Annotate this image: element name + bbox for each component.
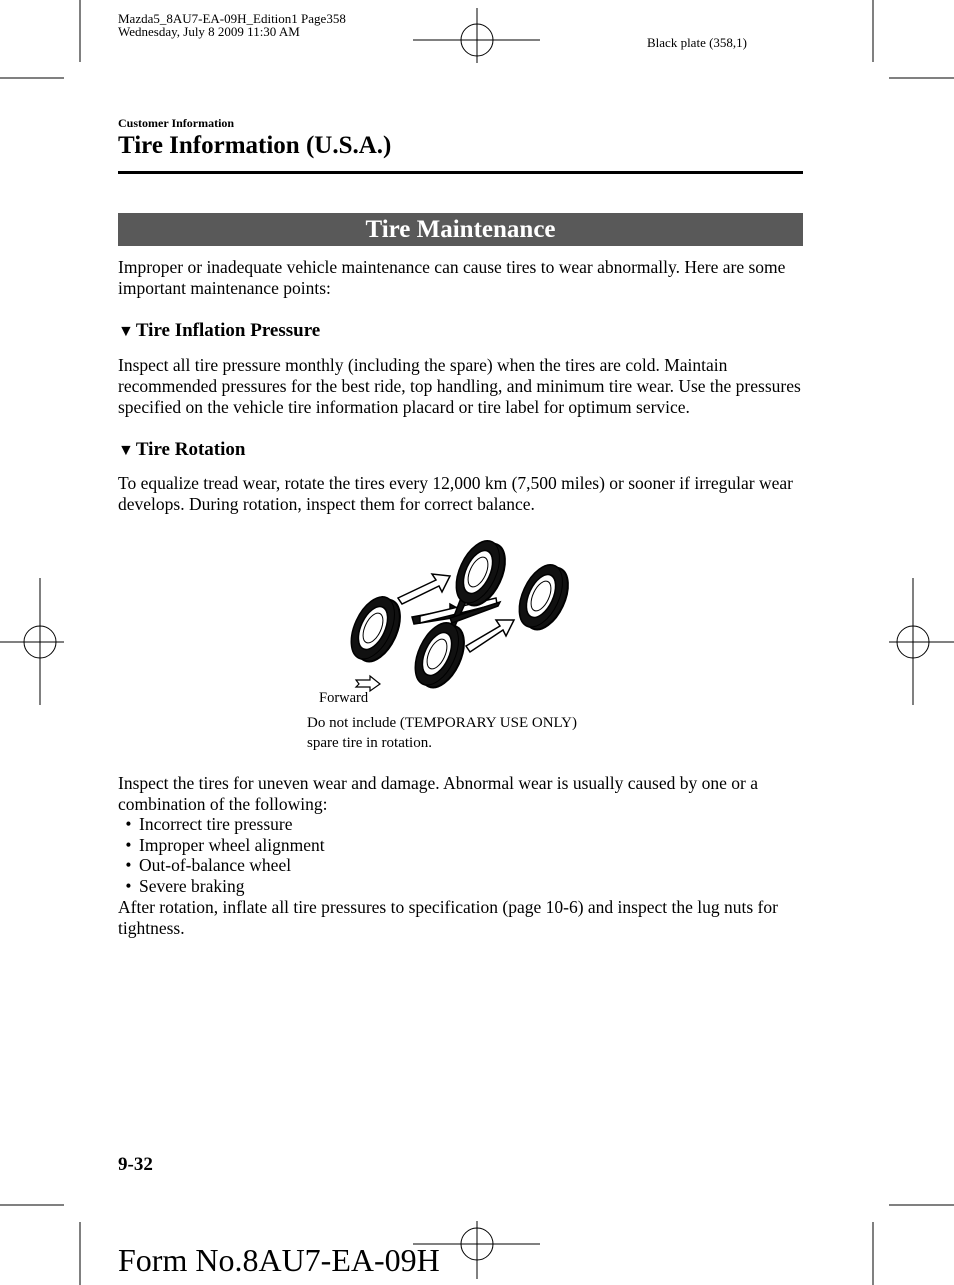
list-item: • Incorrect tire pressure	[118, 814, 325, 835]
bullet-icon: •	[125, 876, 132, 897]
print-header-plate: Black plate (358,1)	[647, 35, 747, 50]
bullet-icon: •	[125, 834, 132, 855]
inflation-heading	[118, 320, 320, 343]
tire-icon	[448, 534, 514, 612]
form-number: Form No.8AU7-EA-09H	[118, 1242, 440, 1278]
triangle-marker-icon: ▼	[118, 442, 134, 459]
print-header-line1: Mazda5_8AU7-EA-09H_Edition1 Page358	[118, 11, 346, 26]
page-number: 9-32	[118, 1154, 153, 1175]
tire-icon	[407, 616, 473, 694]
after-rotation-paragraph: After rotation, inflate all tire pressures to specification (page 10-6) and inspect the lug nuts for tightness.	[118, 897, 778, 938]
page-title: Tire Information (U.S.A.)	[118, 132, 392, 159]
rotation-heading-text: Tire Rotation	[135, 439, 246, 460]
bullet-icon: •	[125, 814, 132, 834]
title-rule	[118, 171, 803, 174]
inflation-paragraph: Inspect all tire pressure monthly (including the spare) when the tires are cold. Maintain recommended pressures for the best ride, top handling, and minimum tire wear. Use the pressures specified on the vehicle tire information placard or tire label for optimum service.	[118, 355, 801, 417]
rotation-heading	[118, 439, 245, 462]
section-banner: Tire Maintenance	[118, 213, 803, 246]
wear-intro-paragraph: Inspect the tires for uneven wear and damage. Abnormal wear is usually caused by one or a combination of the following:	[118, 773, 758, 814]
figure-caption-line1: Do not include (TEMPORARY USE ONLY)	[307, 715, 578, 731]
triangle-marker-icon: ▼	[118, 323, 134, 340]
list-item: • Out-of-balance wheel	[118, 855, 325, 876]
section-label: Customer Information	[118, 116, 235, 130]
list-item: • Improper wheel alignment	[118, 835, 325, 856]
intro-paragraph: Improper or inadequate vehicle maintenance can cause tires to wear abnormally. Here are some important maintenance points:	[118, 257, 786, 298]
registration-target-top	[413, 8, 540, 63]
list-item: • Severe braking	[118, 876, 325, 897]
tire-icon	[343, 590, 409, 668]
forward-label: Forward	[319, 690, 369, 706]
tire-icon	[511, 558, 577, 636]
registration-target-left	[0, 578, 64, 705]
forward-arrow-icon	[356, 676, 380, 691]
figure-caption-line2: spare tire in rotation.	[307, 735, 432, 751]
tire-rotation-diagram	[300, 530, 590, 710]
wear-causes-list	[118, 814, 325, 897]
registration-target-right	[889, 578, 954, 705]
print-header-line2: Wednesday, July 8 2009 11:30 AM	[118, 24, 300, 39]
rotation-paragraph: To equalize tread wear, rotate the tires every 12,000 km (7,500 miles) or sooner if irregular wear develops. During rotation, inspect them for correct balance.	[118, 473, 793, 514]
inflation-heading-text: Tire Inflation Pressure	[135, 320, 321, 341]
bullet-icon: •	[125, 855, 132, 876]
